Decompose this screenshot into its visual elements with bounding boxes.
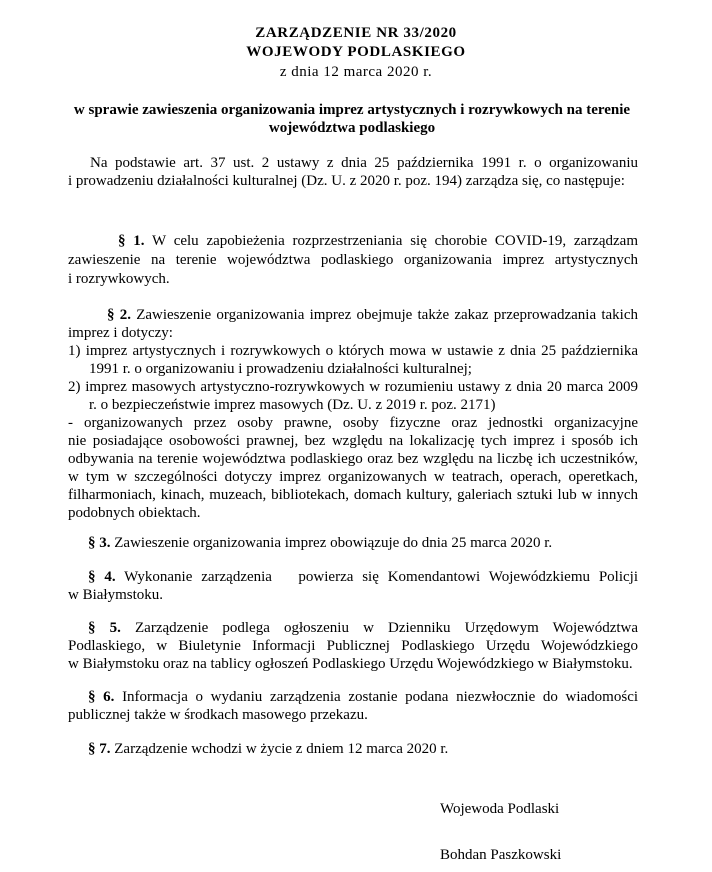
paragraph-4-mark: § 4. xyxy=(88,569,116,585)
signature-name: Bohdan Paszkowski xyxy=(440,847,562,863)
paragraph-2-tail-line-5: filharmoniach, kinach, muzeach, bibliotekach, domach kultury, galeriach sztuki lub w innych xyxy=(68,487,638,503)
subject-line-2: województwa podlaskiego xyxy=(268,120,436,136)
paragraph-2-tail-line-3: odbywania na terenie województwa podlaskiego oraz bez względu na liczbę ich uczestników, xyxy=(68,451,638,467)
paragraph-3-line-1: § 3. Zawieszenie organizowania imprez obowiązuje do dnia 25 marca 2020 r. xyxy=(88,535,553,551)
paragraph-2-tail-line-1: - organizowanych przez osoby prawne, osoby fizyczne oraz jednostki organizacyjne xyxy=(68,415,638,431)
paragraph-2-tail-line-2: nie posiadające osobowości prawnej, bez względu na lokalizację tych imprez i sposób ich xyxy=(68,433,638,449)
paragraph-1-mark: § 1. xyxy=(118,233,145,249)
paragraph-1-line-3: i rozrywkowych. xyxy=(68,271,170,287)
list-item-2-line-2: r. o bezpieczeństwie imprez masowych (Dz. U. z 2019 r. poz. 2171) xyxy=(89,397,496,413)
document-title: ZARZĄDZENIE NR 33/2020 xyxy=(255,25,457,41)
list-item-1-line-1: 1) imprez artystycznych i rozrywkowych o których mowa w ustawie z dnia 25 października xyxy=(68,343,638,359)
preamble-line-1: Na podstawie art. 37 ust. 2 ustawy z dnia 25 października 1991 r. o organizowaniu xyxy=(90,155,638,171)
paragraph-7-mark: § 7. xyxy=(88,741,111,757)
paragraph-2-line-1: § 2. Zawieszenie organizowania imprez obejmuje także zakaz przeprowadzania takich xyxy=(107,307,638,323)
paragraph-2-line-2: imprez i dotyczy: xyxy=(68,325,173,341)
paragraph-2-mark: § 2. xyxy=(107,307,131,323)
paragraph-3-mark: § 3. xyxy=(88,535,111,551)
list-item-1-line-2: 1991 r. o organizowaniu i prowadzeniu działalności kulturalnej; xyxy=(89,361,472,377)
subject-line-1: w sprawie zawieszenia organizowania imprez artystycznych i rozrywkowych na terenie xyxy=(73,102,631,118)
paragraph-5-line-1: § 5. Zarządzenie podlega ogłoszeniu w Dzienniku Urzędowym Województwa xyxy=(88,620,639,636)
paragraph-4-line-1: § 4. Wykonanie zarządzenia powierza się Komendantowi Wojewódzkiemu Policji xyxy=(88,569,638,585)
paragraph-5-mark: § 5. xyxy=(88,620,121,636)
paragraph-1-line-1: § 1. W celu zapobieżenia rozprzestrzeniania się chorobie COVID-19, zarządzam xyxy=(118,233,638,249)
list-item-2-line-1: 2) imprez masowych artystyczno-rozrywkowych w rozumieniu ustawy z dnia 20 marca 2009 xyxy=(68,379,638,395)
issuer-title: WOJEWODY PODLASKIEGO xyxy=(246,44,466,60)
signature-title: Wojewoda Podlaski xyxy=(440,801,560,817)
paragraph-6-line-2: publicznej także w środkach masowego przekazu. xyxy=(68,707,368,723)
document-date: z dnia 12 marca 2020 r. xyxy=(279,64,433,80)
paragraph-7-line-1: § 7. Zarządzenie wchodzi w życie z dniem 12 marca 2020 r. xyxy=(88,741,449,757)
paragraph-6-mark: § 6. xyxy=(88,689,115,705)
paragraph-1-line-2: zawieszenie na terenie województwa podlaskiego organizowania imprez artystycznych xyxy=(68,252,638,268)
paragraph-4-line-2: w Białymstoku. xyxy=(68,587,164,603)
preamble-line-2: i prowadzeniu działalności kulturalnej (Dz. U. z 2020 r. poz. 194) zarządza się, co następuje: xyxy=(68,173,625,189)
paragraph-2-tail-line-4: w tym w szczególności dotyczy imprez organizowanych w teatrach, operach, operetkach, xyxy=(68,469,638,485)
paragraph-5-line-3: w Białymstoku oraz na tablicy ogłoszeń Podlaskiego Urzędu Wojewódzkiego w Białymstoku. xyxy=(68,656,633,672)
paragraph-2-tail-line-6: podobnych obiektach. xyxy=(68,505,201,521)
paragraph-6-line-1: § 6. Informacja o wydaniu zarządzenia zostanie podana niezwłocznie do wiadomości xyxy=(88,689,639,705)
paragraph-5-line-2: Podlaskiego, w Biuletynie Informacji Publicznej Podlaskiego Urzędu Wojewódzkiego xyxy=(68,638,638,654)
